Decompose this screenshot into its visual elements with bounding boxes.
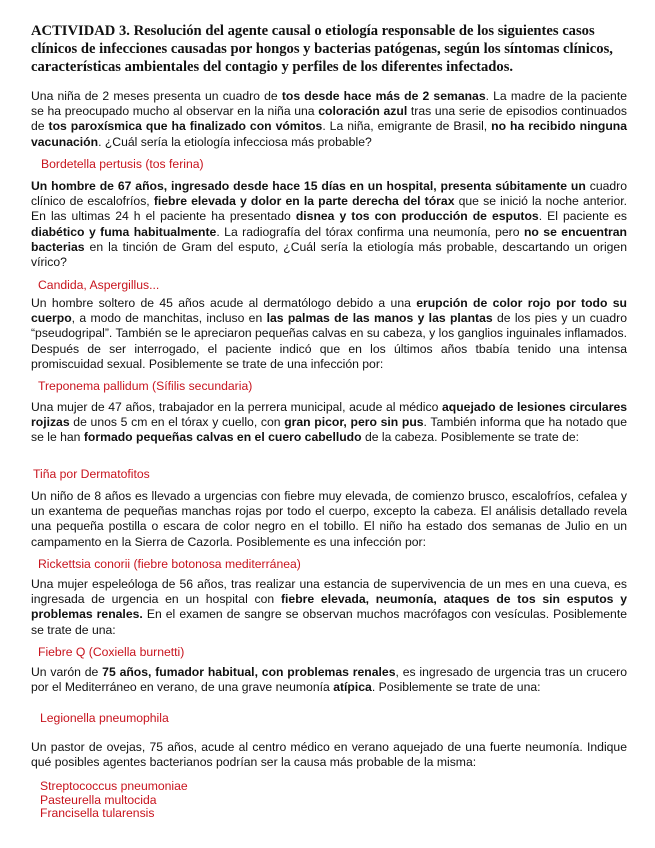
- bold-text: aquejado de lesiones circulares rojizas: [31, 400, 627, 430]
- case-6-text: [31, 577, 627, 638]
- case-1-answer: [41, 157, 204, 171]
- bold-text: fiebre elevada, neumonía, ataques de tos sin esputos y problemas renales.: [31, 592, 627, 622]
- text-segment: Una niña de 2 meses presenta un cuadro de: [31, 89, 282, 103]
- bold-text: disnea y tos con producción de esputos: [295, 209, 539, 224]
- text-segment: cuadro clínico de escalofríos,: [31, 179, 627, 209]
- case-8-text: [31, 740, 627, 770]
- activity-title: ACTIVIDAD 3. Resolución del agente causal o etiología responsable de los siguientes casos clínicos de infecciones causadas por hongos y bacterias patógenas, según los síntomas clínicos, características ambientales del contagio y perfiles de los diferentes infectados.: [31, 23, 613, 75]
- text-segment: tras una serie de episodios continuados de: [31, 104, 627, 134]
- case-8-answer: [40, 780, 188, 821]
- answer-line: Rickettsia conorii (fiebre botonosa mediterránea): [38, 557, 301, 571]
- case-2-text: [31, 179, 627, 270]
- bold-text: Un hombre de 67 años, ingresado desde hace 15 días en un hospital, presenta súbitamente un: [31, 179, 586, 193]
- text-segment: Un pastor de ovejas, 75 años, acude al centro médico en verano aquejado de una fuerte neumonía. Indique qué posibles agentes bacterianos podrían ser la causa más probable de la misma:: [31, 740, 627, 770]
- bold-text: no se encuentran bacterias: [31, 224, 627, 254]
- answer-line: Tiña por Dermatofitos: [33, 467, 150, 481]
- case-7-answer: [40, 711, 169, 725]
- text-segment: , es ingresado de urgencia tras un crucero por el Mediterráneo en verano, de una grave neumonía: [31, 665, 628, 695]
- text-segment: Un varón de: [31, 665, 103, 679]
- text-segment: . ¿Cuál sería la etiología infecciosa más probable?: [98, 134, 372, 149]
- text-segment: Un hombre soltero de 45 años acude al dermatólogo debido a una: [31, 296, 417, 310]
- text-segment: que se inició la noche anterior. En las ultimas 24 h el paciente ha presentado: [31, 194, 627, 224]
- answer-line: Pasteurella multocida: [40, 792, 157, 807]
- bold-text: 75 años, fumador habitual, con problemas renales: [102, 665, 396, 679]
- text-segment: . La madre de la paciente se ha preocupado mucho al observar en la niña una: [31, 89, 627, 119]
- bold-text: las palmas de las manos y las plantas: [266, 311, 493, 326]
- bold-text: tos paroxísmica que ha finalizado con vómitos: [48, 119, 323, 134]
- case-7-text: [31, 665, 627, 695]
- bold-text: erupción de color rojo por todo su cuerpo: [31, 296, 627, 326]
- case-4-text: [31, 400, 627, 446]
- bold-text: coloración azul: [318, 104, 408, 119]
- case-5-text: [31, 489, 627, 550]
- text-segment: En el examen de sangre se observan muchos macrófagos con vesículas. Posiblemente se trate de una:: [31, 607, 628, 637]
- case-6-answer: [38, 645, 184, 659]
- bold-text: diabético y fuma habitualmente: [31, 224, 217, 239]
- case-5-answer: [38, 557, 301, 571]
- bold-text: no ha recibido ninguna vacunación: [31, 119, 628, 149]
- answer-line: Streptococcus pneumoniae: [40, 779, 188, 793]
- answer-line: Fiebre Q (Coxiella burnetti): [38, 645, 185, 659]
- text-segment: Una mujer de 47 años, trabajador en la perrera municipal, acude al médico: [31, 400, 443, 414]
- text-segment: . La niña, emigrante de Brasil,: [322, 119, 492, 134]
- answer-line: Legionella pneumophila: [40, 711, 169, 725]
- case-3-text: [31, 296, 627, 372]
- text-segment: de la cabeza. Posiblemente se trate de:: [361, 430, 580, 445]
- text-segment: de unos 5 cm en el tórax y cuello, con: [69, 415, 285, 430]
- text-segment: en la tinción de Gram del esputo, ¿Cuál sería la etiología más probable, descartando un origen vírico?: [31, 239, 627, 270]
- text-segment: . Posiblemente se trate de una:: [371, 680, 541, 695]
- bold-text: formado pequeñas calvas en el cuero cabelludo: [83, 430, 362, 445]
- text-segment: . También informa que ha notado que se le han: [31, 415, 627, 445]
- case-4-answer: [33, 467, 150, 481]
- answer-line: Bordetella pertusis (tos ferina): [41, 157, 204, 171]
- bold-text: fiebre elevada y dolor en la parte derecha del tórax: [153, 194, 455, 209]
- text-segment: , a modo de manchitas, incluso en: [71, 311, 267, 326]
- bold-text: atípica: [333, 680, 372, 695]
- case-3-answer: [38, 379, 252, 393]
- answer-line: Candida, Aspergillus...: [38, 278, 160, 292]
- text-segment: . El paciente es: [538, 209, 627, 224]
- text-segment: de los pies y un cuadro “pseudogripal”. También se le apreciaron pequeñas calvas en su cabeza, y los ganglios inguinales inflamados. Después de ser interrogado, el paciente indicó que en los últimos años tbabía tenido una intensa promiscuidad sexual. Posiblemente se trate de una infección por:: [31, 311, 627, 371]
- text-segment: . La radiografía del tórax confirma una neumonía, pero: [216, 224, 524, 239]
- answer-line: Treponema pallidum (Sífilis secundaria): [38, 379, 253, 393]
- text-segment: Un niño de 8 años es llevado a urgencias con fiebre muy elevada, de comienzo brusco, escalofríos, cefalea y un exantema de pequeñas manchas rojas por todo el cuerpo, excepto la cabeza. El análisis detallado revela una pequeña postilla o escara de color negro en el tobillo. El niño ha estado dos semanas de Julio en un campamento en la Sierra de Cazorla. Posiblemente es una infección por:: [31, 489, 627, 549]
- bold-text: tos desde hace más de 2 semanas: [281, 89, 486, 103]
- bold-text: gran picor, pero sin pus: [284, 415, 424, 430]
- text-segment: Una mujer espeleóloga de 56 años, tras realizar una estancia de supervivencia de un mes en una cueva, es ingresada de urgencia en un hospital con: [31, 577, 627, 607]
- case-1-text: [31, 89, 627, 150]
- answer-line: Francisella tularensis: [40, 806, 155, 820]
- case-2-answer: [38, 278, 159, 292]
